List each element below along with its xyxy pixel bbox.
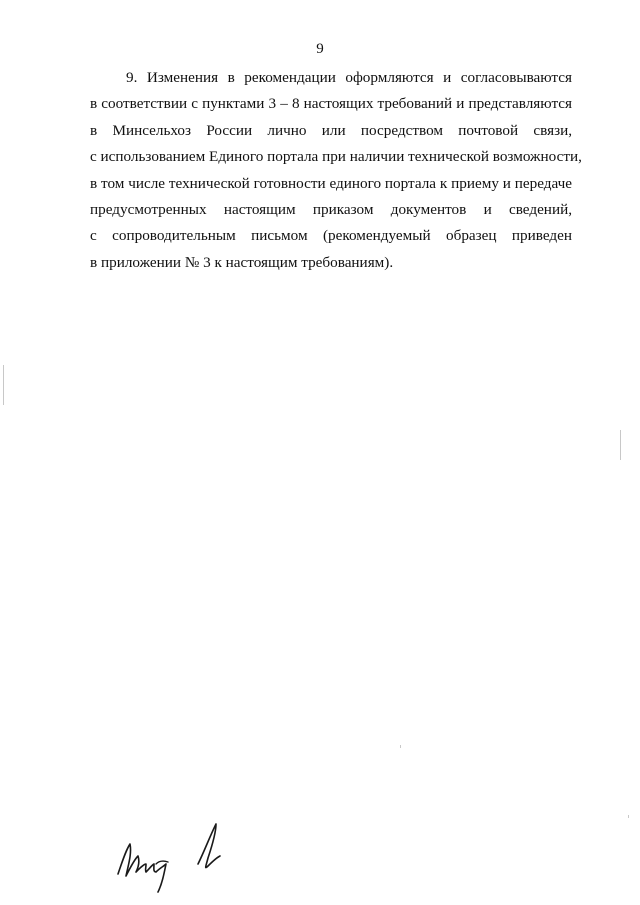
paragraph-line: в соответствии с пунктами 3 – 8 настоящих требований и представляются [90, 95, 572, 113]
paragraph-line: в Минсельхоз России лично или посредством почтовой связи, [90, 121, 572, 139]
paragraph-line: 9. Изменения в рекомендации оформляются и согласовываются [126, 69, 572, 86]
paragraph-9 [90, 65, 582, 276]
scan-mark [620, 430, 621, 460]
page-number: 9 [316, 41, 324, 57]
scan-mark [628, 815, 629, 818]
paragraph-line: с сопроводительным письмом (рекомендуемый образец приведен [90, 227, 572, 245]
scan-mark [3, 365, 4, 405]
paragraph-line: в том числе технической готовности единого портала к приему и передаче [90, 174, 572, 192]
signature-icon [112, 818, 232, 898]
paragraph-line: в приложении № 3 к настоящим требованиям). [90, 253, 394, 271]
scan-mark [400, 745, 401, 748]
paragraph-line: предусмотренных настоящим приказом документов и сведений, [90, 200, 572, 218]
paragraph-line: с использованием Единого портала при наличии технической возможности, [90, 148, 582, 166]
